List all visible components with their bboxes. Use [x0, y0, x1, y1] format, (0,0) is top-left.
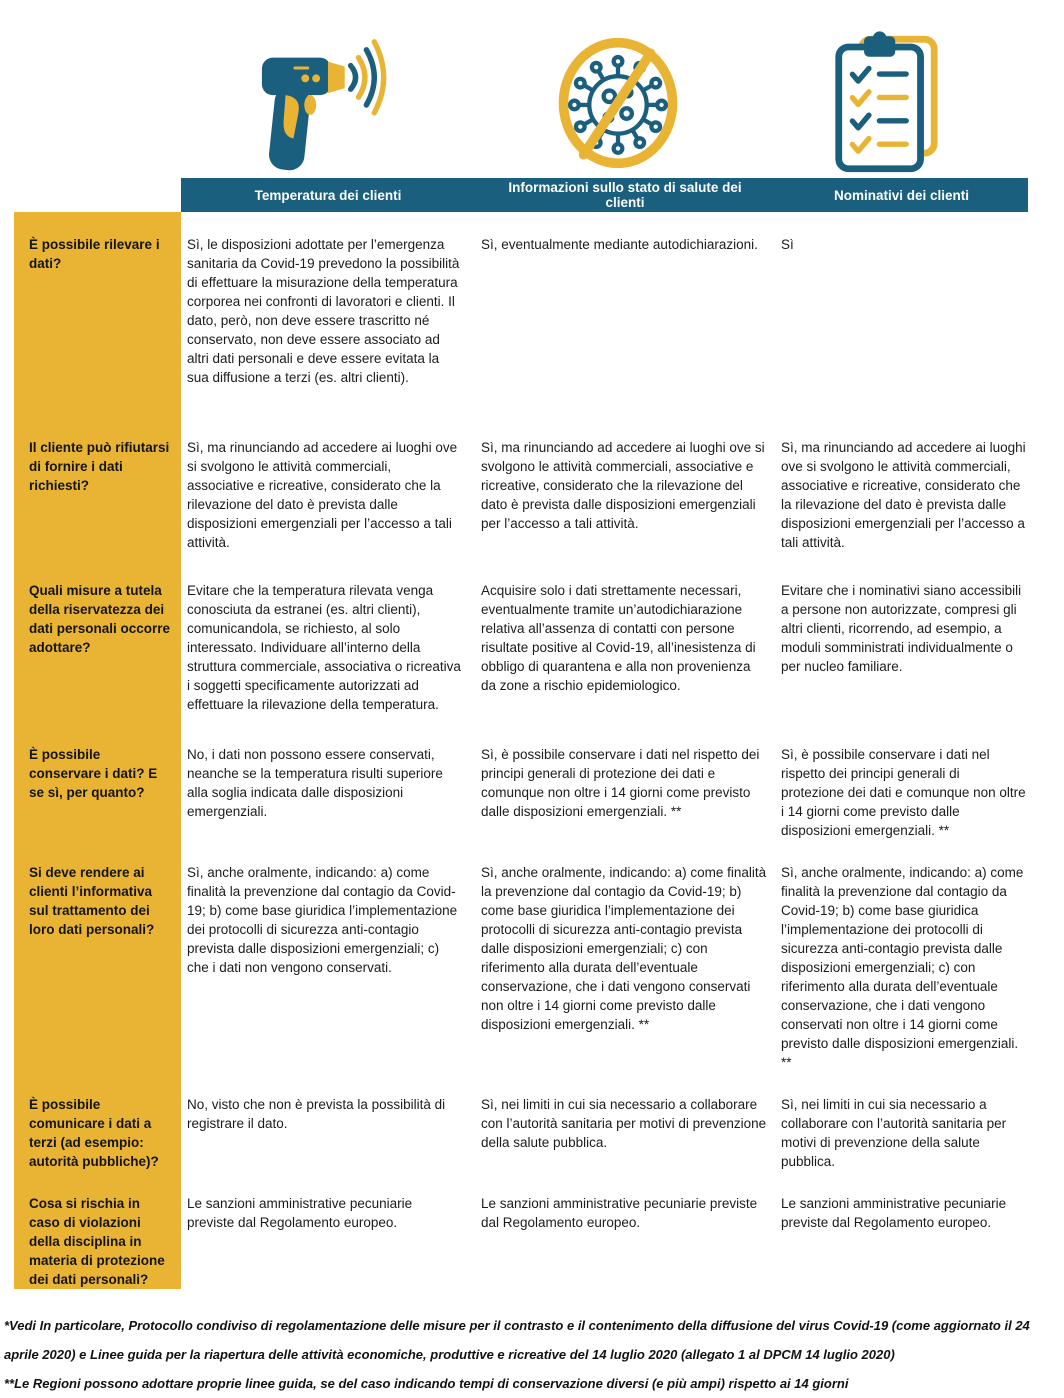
answer-cell: Sì, anche oralmente, indicando: a) come finalità la prevenzione dal contagio da Covid-19; b) come base giuridica l’implementazione dei protocolli di sicurezza anti-contagio prevista dalle disposizioni emergenziali; c) che i dati non vengono conservati. [187, 865, 458, 975]
answer-cell: Sì, ma rinunciando ad accedere ai luoghi ove si svolgono le attività commerciali, associative e ricreative, considerato che la rilevazione del dato è prevista dalle disposizioni emergenziali per l’accesso a tali attività. [781, 440, 1026, 550]
answer-cell: Sì, anche oralmente, indicando: a) come finalità la prevenzione dal contagio da Covid-19; b) come base giuridica l’implementazione dei protocolli di sicurezza anti-contagio prevista dalle disposizioni emergenziali; c) con riferimento alla durata dell’eventuale conservazione, che i dati vengono conservati non oltre i 14 giorni come previsto dalle disposizioni emergenziali. ** [781, 865, 1024, 1070]
column-header-temperatura: Temperatura dei clienti [181, 178, 475, 212]
thermometer-gun-icon [256, 33, 394, 175]
header-spacer [14, 178, 181, 212]
answer-cell: Sì, nei limiti in cui sia necessario a collaborare con l’autorità sanitaria per motivi di prevenzione della salute pubblica. [481, 1097, 767, 1150]
answer-cell: Sì, le disposizioni adottate per l’emergenza sanitaria da Covid-19 prevedono la possibilità di effettuare la misurazione della temperatura corporea nei confronti di lavoratori e clienti. Il dato, però, non deve essere trascritto né conservato, non deve essere associato ad altri dati personali e deve essere evitata la sua diffusione a terzi (es. altri clienti). [187, 237, 460, 385]
qa-table [14, 178, 1028, 1289]
answer-cell: Evitare che la temperatura rilevata venga conosciuta da estranei (es. altri clienti), comunicandola, se richiesto, al solo interessato. Individuare all’interno della struttura commerciale, associativa o ricreativa i soggetti specificamente autorizzati ad effettuare la rilevazione della temperatura. [187, 583, 461, 712]
checklist-icon [829, 29, 941, 176]
column-header-nominativi: Nominativi dei clienti [775, 178, 1028, 212]
answer-cell: No, i dati non possono essere conservati, neanche se la temperatura risulti superiore alla soglia indicata dalle disposizioni emergenziali. [187, 747, 443, 819]
answer-cell: Sì [781, 237, 794, 252]
answer-cell: Sì, anche oralmente, indicando: a) come finalità la prevenzione dal contagio da Covid-19; b) come base giuridica l’implementazione dei protocolli di sicurezza anti-contagio prevista dalle disposizioni emergenziali; c) con riferimento alla durata dell’eventuale conservazione, che i dati vengono conservati non oltre i 14 giorni come previsto dalle disposizioni emergenziali. ** [481, 865, 767, 1032]
question-cell: Il cliente può rifiutarsi di fornire i dati richiesti? [14, 415, 181, 558]
answer-cell: Le sanzioni amministrative pecuniarie previste dal Regolamento europeo. [187, 1196, 413, 1230]
answer-cell: Sì, è possibile conservare i dati nel rispetto dei principi generali di protezione dei dati e comunque non oltre i 14 giorni come previsto dalle disposizioni emergenziali. ** [781, 747, 1026, 838]
answer-cell: Acquisire solo i dati strettamente necessari, eventualmente tramite un’autodichiarazione relativa all’assenza di contatti con persone risultate positive al Covid-19, all’inesistenza di obbligo di quarantena e alla non provenienza da zone a rischio epidemiologico. [481, 583, 756, 693]
no-virus-icon [551, 34, 685, 172]
answer-cell: Sì, è possibile conservare i dati nel rispetto dei principi generali di protezione dei dati e comunque non oltre i 14 giorni come previsto dalle disposizioni emergenziali. ** [481, 747, 760, 819]
answer-cell: Le sanzioni amministrative pecuniarie previste dal Regolamento europeo. [481, 1196, 758, 1230]
column-header-stato-salute: Informazioni sullo stato di salute dei clienti [475, 178, 775, 212]
icons-row [0, 0, 1064, 178]
footnotes [4, 1311, 1056, 1398]
question-cell: È possibile comunicare i dati a terzi (ad esempio: autorità pubbliche)? [14, 1072, 181, 1171]
question-cell: Cosa si rischia in caso di violazioni della disciplina in materia di protezione dei dati personali? [14, 1171, 181, 1289]
answer-cell: Le sanzioni amministrative pecuniarie previste dal Regolamento europeo. [781, 1196, 1007, 1230]
question-cell: Quali misure a tutela della riservatezza dei dati personali occorre adottare? [14, 558, 181, 722]
question-cell: Si deve rendere ai clienti l’informativa sul trattamento dei loro dati personali? [14, 840, 181, 1072]
answer-cell: Sì, eventualmente mediante autodichiarazioni. [481, 237, 758, 252]
answer-cell: Sì, nei limiti in cui sia necessario a collaborare con l’autorità sanitaria per motivi di prevenzione della salute pubblica. [781, 1097, 1007, 1169]
question-cell: È possibile rilevare i dati? [14, 212, 181, 415]
answer-cell: No, visto che non è prevista la possibilità di registrare il dato. [187, 1097, 446, 1131]
question-cell: È possibile conservare i dati? E se sì, per quanto? [14, 722, 181, 840]
answer-cell: Sì, ma rinunciando ad accedere ai luoghi ove si svolgono le attività commerciali, associative e ricreative, considerato che la rilevazione del dato è prevista dalle disposizioni emergenziali per l’accesso a tali attività. [481, 440, 765, 531]
footnote-2: **Le Regioni possono adottare proprie linee guida, se del caso indicando tempi di conservazione diversi (e più ampi) rispetto ai 14 giorni [4, 1376, 849, 1391]
answer-cell: Evitare che i nominativi siano accessibili a persone non autorizzate, compresi gli altri clienti, ricorrendo, ad esempio, a moduli somministrati individualmente o per nucleo familiare. [781, 583, 1022, 674]
answer-cell: Sì, ma rinunciando ad accedere ai luoghi ove si svolgono le attività commerciali, associative e ricreative, considerato che la rilevazione del dato è prevista dalle disposizioni emergenziali per l’accesso a tali attività. [187, 440, 458, 550]
footnote-1: *Vedi In particolare, Protocollo condiviso di regolamentazione delle misure per il contrasto e il contenimento della diffusione del virus Covid-19 (come aggiornato il 24 aprile 2020) e Linee guida per la riapertura delle attività economiche, produttive e ricreative del 14 luglio 2020 (allegato 1 al DPCM 14 luglio 2020) [4, 1318, 1030, 1362]
